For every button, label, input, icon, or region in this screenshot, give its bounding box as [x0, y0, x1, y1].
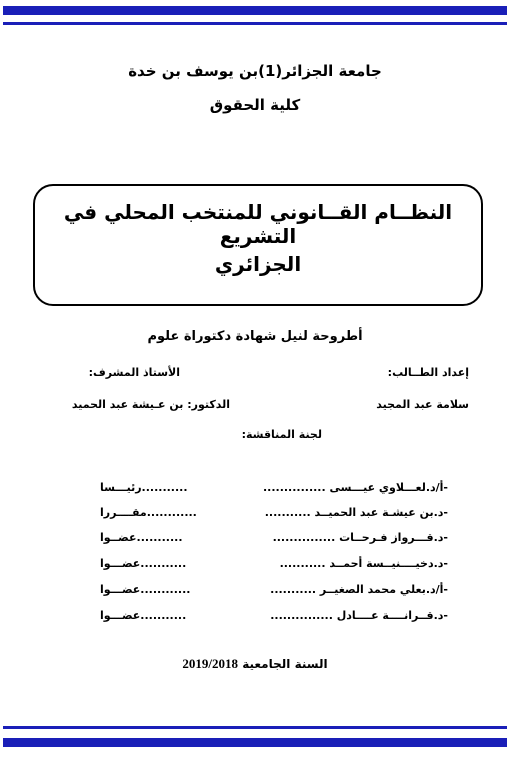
committee-member-role: ...........عضــوا — [100, 531, 183, 544]
top-border-thick — [3, 6, 507, 15]
student-name: سلامة عبد المجيد — [376, 398, 469, 411]
academic-year — [0, 656, 510, 672]
committee-member-row — [100, 557, 448, 575]
committee-member-role: ...........عضـــوا — [100, 557, 187, 570]
committee-member-row — [100, 506, 448, 524]
committee-member-role: ............مقــــررا — [100, 506, 197, 519]
committee-member-row — [100, 609, 448, 627]
title-line-2: الجزائري — [214, 252, 302, 276]
top-border-thin — [3, 22, 507, 25]
committee-member-role: ...........رئيـــسا — [100, 481, 188, 494]
supervisor-label: الأستاذ المشرف: — [88, 366, 180, 379]
title-line-1: النظــام القــانوني للمنتخب المحلي في التشريع — [63, 200, 453, 248]
committee-member-name: -د.قـــرواز فـرحــات ............... — [272, 531, 448, 544]
committee-member-row — [100, 583, 448, 601]
committee-member-name: -أ/د.بعلي محمد الصغيــر ........... — [270, 583, 448, 596]
committee-member-name: -د.قــرانــــة عــــادل ............... — [270, 609, 448, 622]
bottom-border-thin — [3, 726, 507, 729]
committee-member-row — [100, 531, 448, 549]
committee-member-row — [100, 481, 448, 499]
committee-label: لجنة المناقشة: — [241, 428, 322, 441]
faculty-name: كلية الحقوق — [209, 96, 301, 114]
academic-year-value: 2019/2018 — [182, 656, 239, 671]
committee-member-name: -أ/د.لعـــلاوي عيـــسى ............... — [262, 481, 448, 494]
university-name: جامعة الجزائر(1)بن يوسف بن خدة — [128, 62, 382, 80]
committee-member-name: -د.بن عيشـة عبد الحميــد ........... — [264, 506, 448, 519]
bottom-border-thick — [3, 738, 507, 747]
academic-year-label: السنة الجامعية — [242, 657, 328, 671]
supervisor-name: الدكتور: بن عـيشة عبد الحميد — [71, 398, 230, 411]
thesis-degree: أطروحة لنيل شهادة دكتوراة علوم — [147, 329, 363, 344]
committee-member-name: -د.دخيــــنيــسة أحمــد ........... — [279, 557, 448, 570]
student-label: إعداد الطــالب: — [387, 366, 469, 379]
title-box — [33, 184, 483, 306]
committee-member-role: ...........عضـــوا — [100, 609, 187, 622]
committee-member-role: ............عضـــوا — [100, 583, 191, 596]
